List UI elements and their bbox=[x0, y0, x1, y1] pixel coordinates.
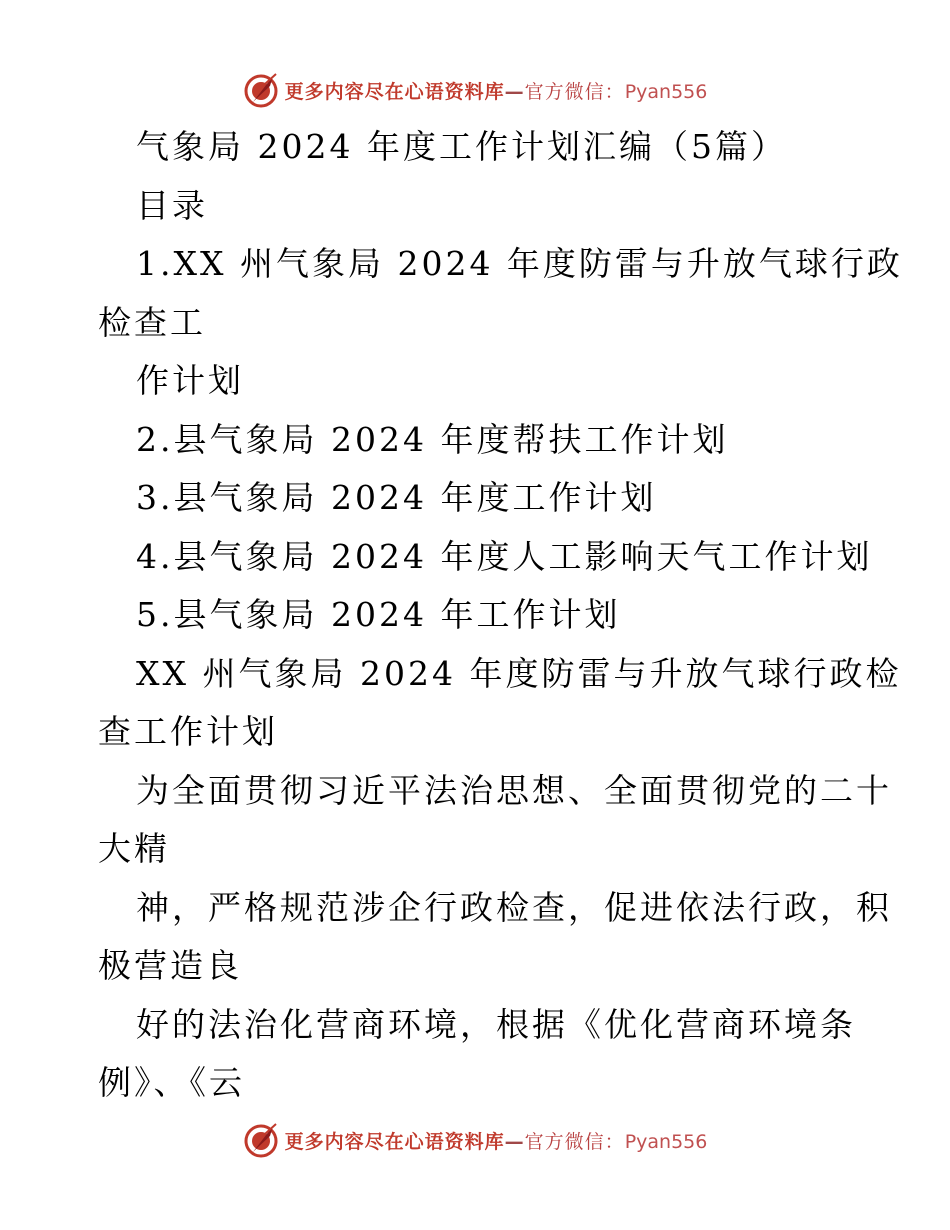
watermark-id: Pyan556 bbox=[624, 80, 708, 103]
quill-logo-icon bbox=[243, 72, 279, 108]
watermark-contact: 官方微信： bbox=[524, 80, 625, 103]
watermark-label: 更多内容尽在心语资料库 bbox=[284, 1130, 505, 1153]
paragraph-line: 好的法治化营商环境，根据《优化营商环境条 bbox=[136, 1004, 856, 1044]
document-body bbox=[98, 118, 903, 1113]
toc-item-1-cont: 作计划 bbox=[136, 361, 244, 400]
section-heading: XX 州气象局 2024 年度防雷与升放气球行政检 bbox=[136, 653, 902, 693]
watermark-dash: — bbox=[504, 80, 525, 103]
watermark-dash: — bbox=[504, 1130, 525, 1153]
watermark-label: 更多内容尽在心语资料库 bbox=[284, 80, 505, 103]
watermark-text bbox=[285, 77, 708, 104]
doc-title: 气象局 2024 年度工作计划汇编（5篇） bbox=[136, 127, 787, 166]
paragraph-line: 神，严格规范涉企行政检查，促进依法行政，积 bbox=[136, 887, 892, 927]
quill-logo-icon bbox=[243, 1122, 279, 1158]
toc-item-5: 5.县气象局 2024 年工作计划 bbox=[136, 595, 621, 634]
toc-heading: 目录 bbox=[136, 185, 208, 225]
toc-item-1-cont: 检查工 bbox=[98, 302, 206, 342]
header-watermark bbox=[0, 70, 950, 110]
paragraph-line: 为全面贯彻习近平法治思想、全面贯彻党的二十 bbox=[136, 770, 892, 810]
footer-watermark bbox=[0, 1120, 950, 1160]
watermark-contact: 官方微信： bbox=[524, 1130, 625, 1153]
watermark-id: Pyan556 bbox=[624, 1130, 708, 1153]
paragraph-line: 例》、《云 bbox=[98, 1063, 245, 1102]
toc-item-3: 3.县气象局 2024 年度工作计划 bbox=[136, 478, 657, 517]
section-heading-cont: 查工作计划 bbox=[98, 712, 278, 751]
paragraph-line: 大精 bbox=[98, 829, 170, 868]
toc-item-2: 2.县气象局 2024 年度帮扶工作计划 bbox=[136, 419, 729, 459]
paragraph-line: 极营造良 bbox=[98, 946, 242, 985]
toc-item-1: 1.XX 州气象局 2024 年度防雷与升放气球行政 bbox=[136, 244, 903, 283]
toc-item-4: 4.县气象局 2024 年度人工影响天气工作计划 bbox=[136, 536, 873, 576]
watermark-text bbox=[285, 1127, 708, 1154]
